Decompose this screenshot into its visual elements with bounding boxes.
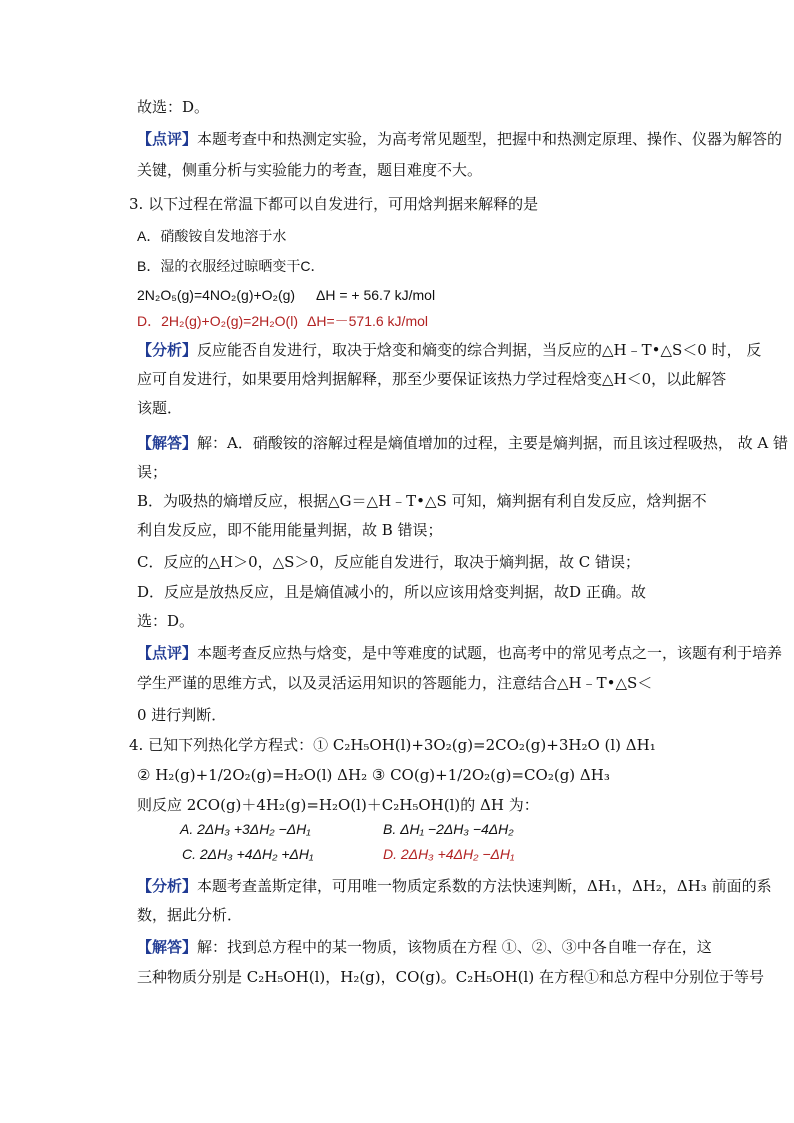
solution-b: B．为吸热的熵增反应，根据△G＝△H﹣T•△S 可知，熵判据有利自发反应，焓判据不 xyxy=(137,492,707,510)
solution2-text-cont: 三种物质分别是 C₂H₅OH(l)，H₂(g)，CO(g)。C₂H₅OH(l) 在方程①和总方程中分别位于等号 xyxy=(137,968,764,986)
question-3-stem: 3. 以下过程在常温下都可以自发进行，可用焓判据来解释的是 xyxy=(129,195,539,213)
solution2-tag: 【解答】 xyxy=(137,938,198,956)
analysis2-text: 本题考查盖斯定律，可用唯一物质定系数的方法快速判断，ΔH₁，ΔH₂，ΔH₃ 前面的系 xyxy=(197,877,772,895)
option-b: B．湿的衣服经过晾晒变干C． xyxy=(137,258,325,274)
question-4-equations: ② H₂(g)+1/2O₂(g)=H₂O(l) ΔH₂ ③ CO(g)+1/2O₂(g)=CO₂(g) ΔH₃ xyxy=(137,766,610,784)
analysis-text-cont: 应可自发进行，如果要用焓判据解释，那至少要保证该热力学过程焓变△H＜0，以此解答 xyxy=(137,370,727,388)
equation-d: D．2H₂(g)+O₂(g)=2H₂O(l) xyxy=(137,313,298,329)
solution-b-cont: 利自发反应，即不能用能量判据，故 B 错误； xyxy=(137,521,443,539)
comment-paragraph xyxy=(137,129,782,149)
analysis2-tag: 【分析】 xyxy=(137,877,198,895)
option-a: A．硝酸铵自发地溶于水 xyxy=(137,228,287,244)
solution-d: D．反应是放热反应，且是熵值减小的，所以应该用焓变判据，故D 正确。故 xyxy=(137,583,646,601)
option-4c: C. 2ΔH₃ +4ΔH₂ +ΔH₁ xyxy=(182,846,314,862)
comment2-tag: 【点评】 xyxy=(137,644,198,662)
comment-text: 本题考查中和热测定实验，为高考常见题型，把握中和热测定原理、操作、仪器为解答的 xyxy=(197,130,783,148)
analysis2-text-cont: 数，据此分析． xyxy=(137,906,243,924)
comment-text-cont: 关键，侧重分析与实验能力的考查，题目难度不大。 xyxy=(137,161,483,179)
solution-tag: 【解答】 xyxy=(137,434,198,452)
comment-tag: 【点评】 xyxy=(137,130,198,148)
option-4a: A. 2ΔH₃ +3ΔH₂ −ΔH₁ xyxy=(180,821,311,837)
solution-text: 解：A．硝酸铵的溶解过程是熵值增加的过程，主要是熵判据，而且该过程吸热， 故 A 错 xyxy=(197,434,788,452)
solution-paragraph xyxy=(137,433,788,453)
comment2-text-end: 0 进行判断． xyxy=(137,706,227,724)
analysis2-paragraph xyxy=(137,876,772,896)
analysis-paragraph xyxy=(137,340,761,360)
question-4-stem: 4. 已知下列热化学方程式：① C₂H₅OH(l)+3O₂(g)=2CO₂(g)+3H₂O (l) ΔH₁ xyxy=(129,736,656,754)
question-4-target: 则反应 2CO(g)＋4H₂(g)=H₂O(l)＋C₂H₅OH(l)的 ΔH 为： xyxy=(137,796,539,814)
analysis-text: 反应能否自发进行，取决于焓变和熵变的综合判据，当反应的△H﹣T•△S＜0 时， 反 xyxy=(197,341,762,359)
delta-h-c: ΔH = + 56.7 kJ/mol xyxy=(316,287,436,303)
analysis-tag: 【分析】 xyxy=(137,341,198,359)
equation-c: 2N₂O₅(g)=4NO₂(g)+O₂(g) xyxy=(137,287,296,303)
comment2-paragraph xyxy=(137,643,782,663)
comment2-text: 本题考查反应热与焓变，是中等难度的试题，也高考中的常见考点之一，该题有利于培养 xyxy=(197,644,783,662)
option-4b: B. ΔH₁ −2ΔH₃ −4ΔH₂ xyxy=(383,821,514,837)
solution2-paragraph xyxy=(137,937,712,957)
delta-h-d: ΔH=－571.6 kJ/mol xyxy=(307,313,429,329)
option-4d: D. 2ΔH₃ +4ΔH₂ −ΔH₁ xyxy=(383,846,515,862)
answer-line: 故选：D。 xyxy=(137,98,210,116)
analysis-text-end: 该题． xyxy=(137,399,183,417)
comment2-text-cont: 学生严谨的思维方式，以及灵活运用知识的答题能力，注意结合△H﹣T•△S＜ xyxy=(137,674,653,692)
solution-d-cont: 选：D。 xyxy=(137,612,195,630)
solution-text-cont: 误； xyxy=(137,463,168,481)
solution2-text: 解：找到总方程中的某一物质，该物质在方程 ①、②、③中各自唯一存在，这 xyxy=(197,938,712,956)
solution-c: C．反应的△H＞0，△S＞0，反应能自发进行，取决于熵判据，故 C 错误； xyxy=(137,553,641,571)
